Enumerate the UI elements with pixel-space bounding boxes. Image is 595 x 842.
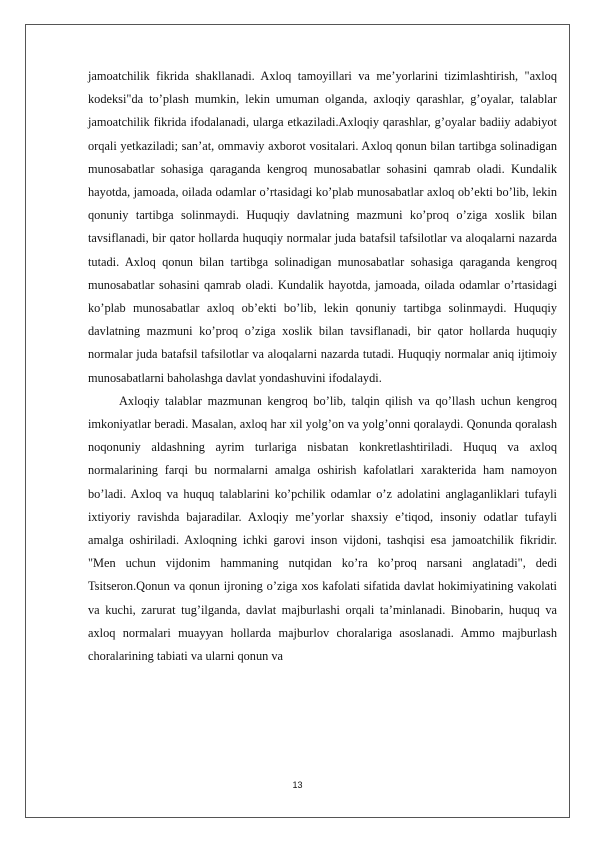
document-body — [88, 65, 557, 668]
paragraph: Axloqiy talablar mazmunan kengroq bo’lib, talqin qilish va qo’llash uchun kengroq imkoniyatlar beradi. Masalan, axloq har xil yolg’on va yolg’onni qoralaydi. Qonunda qoralash noqonuniy aldashning ayrim turlariga nisbatan konkretlashtiriladi. Huquq va axloq normalarining farqi bu normalarni amalga oshirish kafolatlari xarakterida ham namoyon bo’ladi. Axloq va huquq talablarini ko’pchilik odamlar o’z adolatini anglaganliklari tufayli ixtiyoriy ravishda bajaradilar. Axloqiy me’yorlar shaxsiy e’tiqod, insoniy odatlar tufayli amalga oshiriladi. Axloqning ichki garovi inson vijdoni, tashqisi esa jamoatchilik fikridir. "Men uchun vijdonim hammaning nutqidan ko’ra ko’proq narsani anglatadi", dedi Tsitseron.Qonun va qonun ijroning o’ziga xos kafolati sifatida davlat hokimiyatining vakolati va kuchi, zarurat tug’ilganda, davlat majburlashi orqali ta’minlanadi. Binobarin, huquq va axloq normalari muayyan hollarda majburlov choralariga asoslanadi. Ammo majburlash choralarining tabiati va ularni qonun va — [88, 393, 557, 664]
paragraph: jamoatchilik fikrida shakllanadi. Axloq tamoyillari va me’yorlarini tizimlashtirish, "axloq kodeksi"da to’plash mumkin, lekin umuman olganda, axloqiy qarashlar, g’oyalar, talablar jamoatchilik fikrida ifodalanadi, ularga etkaziladi.Axloqiy qarashlar, g’oyalar badiiy adabiyot orqali yetkaziladi; san’at, ommaviy axborot vositalari. Axloq qonun bilan tartibga solinadigan munosabatlar sohasiga qaraganda kengroq munosabatlar sohasini qamrab oladi. Kundalik hayotda, jamoada, oilada odamlar o’rtasidagi ko’plab munosabatlar axloq ob’ekti bo’lib, lekin qonuniy tartibga solinmaydi. Huquqiy davlatning mazmuni ko’proq o’ziga xoslik bilan tavsiflanadi, bir qator hollarda huquqiy normalar juda batafsil tafsilotlar va aloqalarni nazarda tutadi. Axloq qonun bilan tartibga solinadigan munosabatlar sohasiga qaraganda kengroq munosabatlar sohasini qamrab oladi. Kundalik hayotda, jamoada, oilada odamlar o’rtasidagi ko’plab munosabatlar axloq ob’ekti bo’lib, lekin qonuniy tartibga solinmaydi. Huquqiy davlatning mazmuni ko’proq o’ziga xoslik bilan tavsiflanadi, bir qator hollarda huquqiy normalar juda batafsil tafsilotlar va aloqalarni nazarda tutadi. Huquqiy normalar aniq ijtimoiy munosabatlarni baholashga davlat yondashuvini ifodalaydi. — [88, 69, 557, 385]
page-number: 13 — [292, 780, 303, 790]
